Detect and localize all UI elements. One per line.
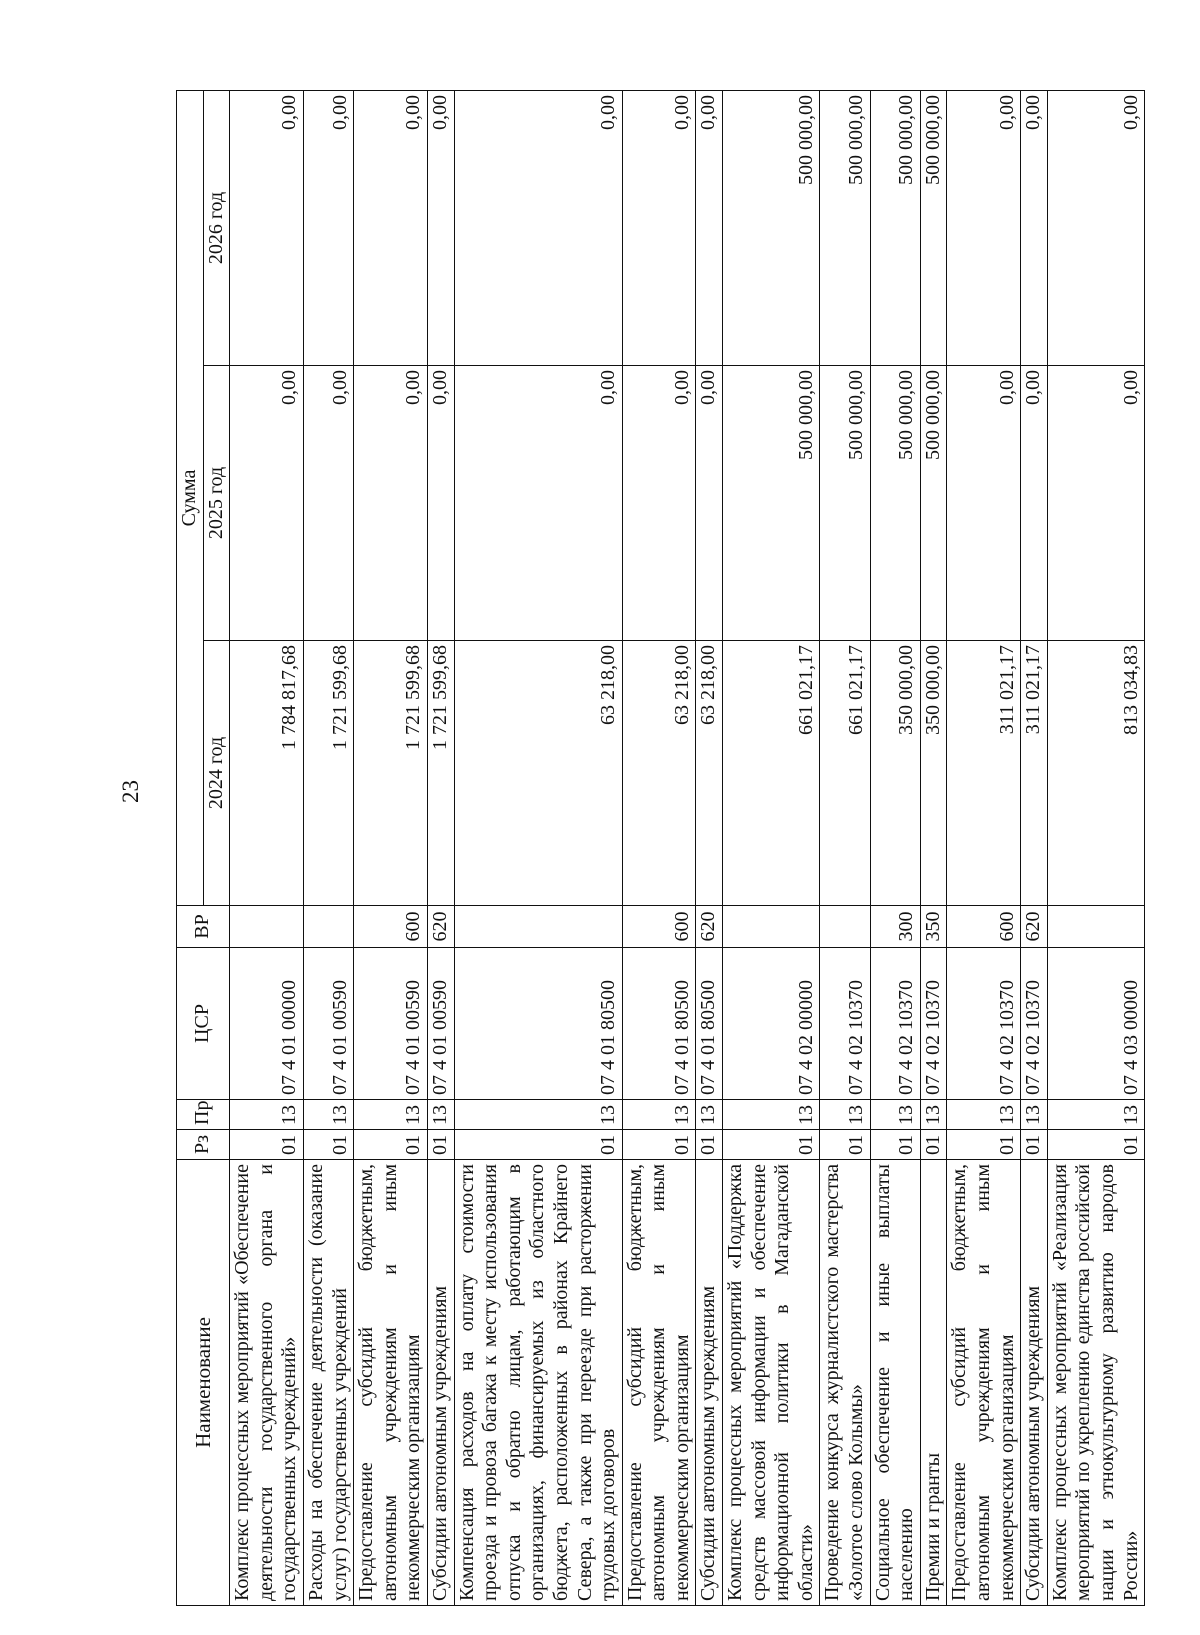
row-name: Расходы на обеспечение деятельности (оказание услуг) государственных учреждений — [303, 1160, 353, 1606]
row-vr — [723, 906, 820, 948]
row-pr: 13 — [454, 1100, 622, 1130]
row-pr: 13 — [1047, 1100, 1144, 1130]
row-2025: 0,00 — [354, 366, 428, 641]
row-2025: 0,00 — [427, 366, 454, 641]
row-name: Комплекс процессных мероприятий «Реализация мероприятий по укреплению единства российской нации и этнокультурному развитию народов России» — [1047, 1160, 1144, 1606]
row-2025: 500 000,00 — [723, 366, 820, 641]
row-2025: 0,00 — [1021, 366, 1048, 641]
row-rz: 01 — [696, 1130, 723, 1160]
row-pr: 13 — [947, 1100, 1021, 1130]
row-rz: 01 — [354, 1130, 428, 1160]
row-2024: 661 021,17 — [820, 641, 870, 906]
row-pr: 13 — [723, 1100, 820, 1130]
row-name: Предоставление субсидий бюджетным, автономным учреждениям и иным некоммерческим организациям — [622, 1160, 696, 1606]
row-2025: 0,00 — [696, 366, 723, 641]
row-2026: 0,00 — [354, 90, 428, 365]
row-rz: 01 — [723, 1130, 820, 1160]
row-2026: 0,00 — [622, 90, 696, 365]
row-2026: 0,00 — [1021, 90, 1048, 365]
row-name: Комплекс процессных мероприятий «Поддержка средств массовой информации и обеспечение информационной политики в Магаданской области» — [723, 1160, 820, 1606]
table-row — [696, 90, 723, 1605]
row-2026: 0,00 — [1047, 90, 1144, 365]
row-2026: 0,00 — [454, 90, 622, 365]
row-2025: 500 000,00 — [920, 366, 947, 641]
row-2024: 63 218,00 — [622, 641, 696, 906]
row-2026: 0,00 — [303, 90, 353, 365]
row-pr: 13 — [820, 1100, 870, 1130]
row-name: Предоставление субсидий бюджетным, автономным учреждениям и иным некоммерческим организациям — [947, 1160, 1021, 1606]
row-rz: 01 — [427, 1130, 454, 1160]
row-2026: 500 000,00 — [723, 90, 820, 365]
row-2024: 350 000,00 — [920, 641, 947, 906]
row-2026: 500 000,00 — [820, 90, 870, 365]
header-sum: Сумма — [177, 90, 204, 905]
budget-table — [176, 90, 1145, 1606]
header-2024: 2024 год — [203, 641, 230, 906]
row-2024: 350 000,00 — [870, 641, 920, 906]
row-pr: 13 — [622, 1100, 696, 1130]
table-row — [820, 90, 870, 1605]
row-2025: 0,00 — [947, 366, 1021, 641]
row-2024: 813 034,83 — [1047, 641, 1144, 906]
table-row — [230, 90, 304, 1605]
row-2026: 500 000,00 — [870, 90, 920, 365]
row-rz: 01 — [920, 1130, 947, 1160]
header-name: Наименование — [177, 1160, 230, 1606]
row-vr: 620 — [1021, 906, 1048, 948]
row-2024: 1 721 599,68 — [354, 641, 428, 906]
row-name: Субсидии автономным учреждениям — [1021, 1160, 1048, 1606]
row-vr — [820, 906, 870, 948]
row-vr: 350 — [920, 906, 947, 948]
row-2025: 0,00 — [230, 366, 304, 641]
row-rz: 01 — [870, 1130, 920, 1160]
row-csr: 07 4 02 10370 — [947, 948, 1021, 1100]
row-rz: 01 — [303, 1130, 353, 1160]
header-row-1 — [177, 90, 204, 1605]
table-row — [622, 90, 696, 1605]
row-pr: 13 — [696, 1100, 723, 1130]
row-pr: 13 — [920, 1100, 947, 1130]
row-2024: 63 218,00 — [696, 641, 723, 906]
row-csr: 07 4 01 80500 — [622, 948, 696, 1100]
row-csr: 07 4 02 00000 — [723, 948, 820, 1100]
row-name: Социальное обеспечение и иные выплаты населению — [870, 1160, 920, 1606]
table-row — [1047, 90, 1144, 1605]
row-2024: 311 021,17 — [1021, 641, 1048, 906]
row-2026: 0,00 — [230, 90, 304, 365]
row-2025: 500 000,00 — [820, 366, 870, 641]
row-pr: 13 — [303, 1100, 353, 1130]
row-vr — [303, 906, 353, 948]
row-2024: 661 021,17 — [723, 641, 820, 906]
row-2026: 0,00 — [696, 90, 723, 365]
table-row — [947, 90, 1021, 1605]
row-name: Премии и гранты — [920, 1160, 947, 1606]
row-name: Предоставление субсидий бюджетным, автономным учреждениям и иным некоммерческим организациям — [354, 1160, 428, 1606]
row-csr: 07 4 02 10370 — [870, 948, 920, 1100]
row-rz: 01 — [1021, 1130, 1048, 1160]
row-csr: 07 4 01 00590 — [303, 948, 353, 1100]
table-row — [920, 90, 947, 1605]
row-vr: 600 — [354, 906, 428, 948]
row-csr: 07 4 01 00590 — [427, 948, 454, 1100]
row-name: Проведение конкурса журналистского мастерства «Золотое слово Колымы» — [820, 1160, 870, 1606]
header-2026: 2026 год — [203, 90, 230, 365]
header-pr: Пр — [177, 1100, 230, 1130]
row-2026: 500 000,00 — [920, 90, 947, 365]
row-rz: 01 — [230, 1130, 304, 1160]
table-row — [723, 90, 820, 1605]
row-2025: 0,00 — [303, 366, 353, 641]
row-rz: 01 — [820, 1130, 870, 1160]
row-pr: 13 — [1021, 1100, 1048, 1130]
row-rz: 01 — [947, 1130, 1021, 1160]
row-pr: 13 — [870, 1100, 920, 1130]
row-2025: 500 000,00 — [870, 366, 920, 641]
rotated-table-container — [176, 91, 1142, 1606]
row-vr: 600 — [947, 906, 1021, 948]
row-name: Комплекс процессных мероприятий «Обеспечение деятельности государственного органа и государственных учреждений» — [230, 1160, 304, 1606]
row-csr: 07 4 02 10370 — [920, 948, 947, 1100]
row-csr: 07 4 01 00000 — [230, 948, 304, 1100]
row-rz: 01 — [1047, 1130, 1144, 1160]
row-name: Субсидии автономным учреждениям — [696, 1160, 723, 1606]
row-2024: 1 784 817,68 — [230, 641, 304, 906]
row-2024: 311 021,17 — [947, 641, 1021, 906]
row-rz: 01 — [454, 1130, 622, 1160]
row-2026: 0,00 — [947, 90, 1021, 365]
row-vr: 620 — [696, 906, 723, 948]
row-pr: 13 — [427, 1100, 454, 1130]
table-row — [354, 90, 428, 1605]
row-vr: 600 — [622, 906, 696, 948]
row-2026: 0,00 — [427, 90, 454, 365]
row-csr: 07 4 01 80500 — [696, 948, 723, 1100]
row-csr: 07 4 02 10370 — [1021, 948, 1048, 1100]
row-csr: 07 4 01 00590 — [354, 948, 428, 1100]
row-vr: 620 — [427, 906, 454, 948]
row-name: Компенсация расходов на оплату стоимости проезда и провоза багажа к месту использования отпуска и обратно лицам, работающим в организациях, финансируемых из областного бюджета, расположенных в районах Крайнего Севера, а также при переезде при расторжении трудовых договоров — [454, 1160, 622, 1606]
header-2025: 2025 год — [203, 366, 230, 641]
row-2025: 0,00 — [622, 366, 696, 641]
row-pr: 13 — [230, 1100, 304, 1130]
row-2024: 63 218,00 — [454, 641, 622, 906]
row-vr — [1047, 906, 1144, 948]
table-row — [1021, 90, 1048, 1605]
row-rz: 01 — [622, 1130, 696, 1160]
row-pr: 13 — [354, 1100, 428, 1130]
table-row — [303, 90, 353, 1605]
row-2025: 0,00 — [454, 366, 622, 641]
table-row — [870, 90, 920, 1605]
header-csr: ЦСР — [177, 948, 230, 1100]
table-row — [454, 90, 622, 1605]
row-2024: 1 721 599,68 — [303, 641, 353, 906]
row-vr: 300 — [870, 906, 920, 948]
row-csr: 07 4 02 10370 — [820, 948, 870, 1100]
page-number: 23 — [118, 780, 143, 803]
row-vr — [454, 906, 622, 948]
row-csr: 07 4 01 80500 — [454, 948, 622, 1100]
table-row — [427, 90, 454, 1605]
row-vr — [230, 906, 304, 948]
row-2025: 0,00 — [1047, 366, 1144, 641]
row-2024: 1 721 599,68 — [427, 641, 454, 906]
row-name: Субсидии автономным учреждениям — [427, 1160, 454, 1606]
header-vr: ВР — [177, 906, 230, 948]
row-csr: 07 4 03 00000 — [1047, 948, 1144, 1100]
header-rz: Рз — [177, 1130, 230, 1160]
